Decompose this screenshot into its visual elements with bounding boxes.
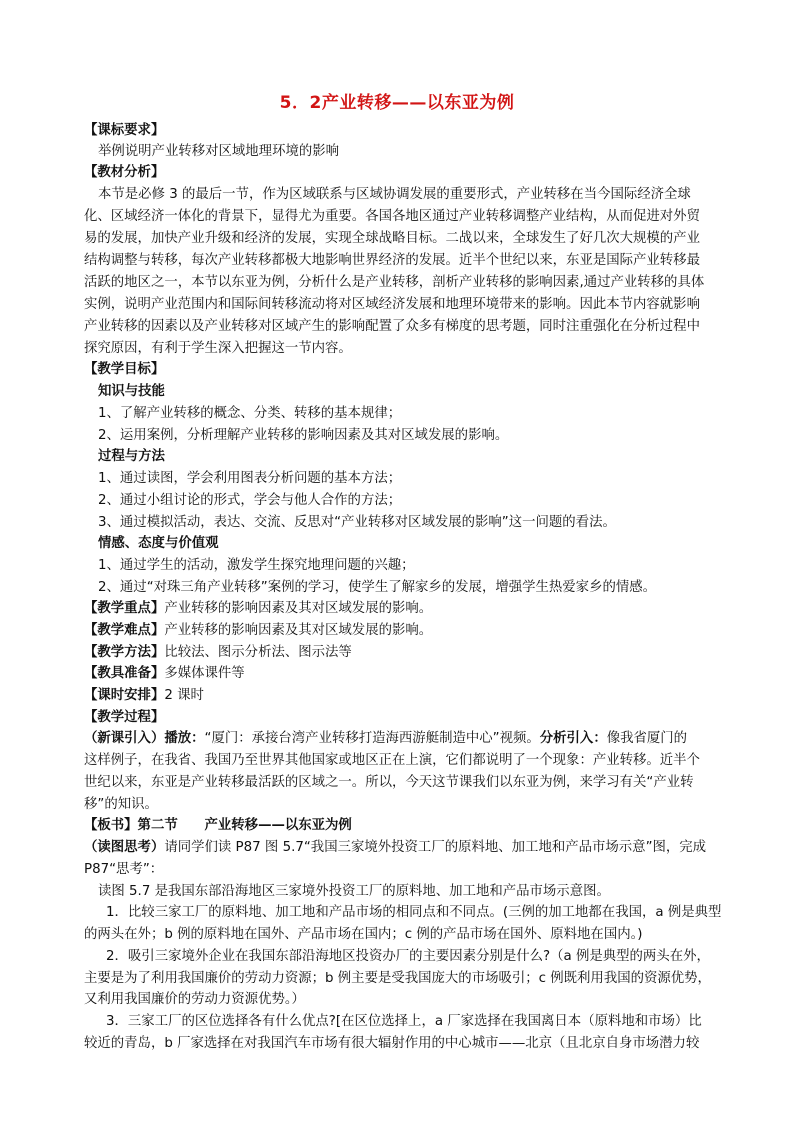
section-heading: 【课时安排】	[84, 688, 165, 703]
text-line: 世纪以来，东亚是产业转移最活跃的区域之一。所以，今天这节课我们以东亚为例，来学习有关“产业转	[84, 775, 694, 790]
text-line: P87“思考”：	[84, 862, 164, 877]
text-line: 【教学方法】比较法、图示分析法、图示法等	[84, 645, 352, 660]
text-line: 1、了解产业转移的概念、分类、转移的基本规律；	[98, 406, 402, 421]
section-heading: 【课标要求】	[84, 123, 165, 138]
text-line: 1．比较三家工厂的原料地、加工地和产品市场的相同点和不同点。(三例的加工地都在我国，a 例是典型	[106, 905, 722, 920]
text-line: 结构调整与转移，每次产业转移都极大地影响世界经济的发展。近半个世纪以来，东亚是国际产业转移最	[84, 253, 700, 268]
section-heading: 【教具准备】	[84, 666, 165, 681]
text-line: 【教学重点】产业转移的影响因素及其对区域发展的影响。	[84, 601, 433, 616]
text-line: 2．吸引三家境外企业在我国东部沿海地区投资办厂的主要因素分别是什么?（a 例是典型的两头在外，	[106, 949, 710, 964]
text-line: 2、通过小组讨论的形式，学会与他人合作的方法；	[98, 493, 402, 508]
section-heading: 【教学过程】	[84, 710, 165, 725]
text-line: 产业转移的因素以及产业转移对区域产生的影响配置了众多有梯度的思考题，同时注重强化在分析过程中	[84, 319, 700, 334]
text-line: 化、区域经济一体化的背景下，显得尤为重要。各国各地区通过产业转移调整产业结构，从而促进对外贸	[84, 209, 700, 224]
text-line: 移”的知识。	[84, 797, 158, 812]
text-line: 活跃的地区之一，本节以东亚为例，分析什么是产业转移，剖析产业转移的影响因素,通过产业转移的具体	[84, 275, 705, 290]
subsection-heading: 知识与技能	[98, 384, 165, 399]
text-line: 实例，说明产业范围内和国际间转移流动将对区域经济发展和地理环境带来的影响。因此本节内容就影响	[84, 297, 700, 312]
subsection-heading: 情感、态度与价值观	[98, 536, 219, 551]
text-line: 较近的青岛，b 厂家选择在对我国汽车市场有很大辐射作用的中心城市——北京（且北京自身市场潜力较	[84, 1036, 700, 1051]
section-heading: 【教学方法】	[84, 645, 165, 660]
text-line: （新课引入）播放：“厦门：承接台湾产业转移打造海西游艇制造中心”视频。分析引入：像我省厦门的	[84, 731, 688, 746]
text-line: 读图 5.7 是我国东部沿海地区三家境外投资工厂的原料地、加工地和产品市场示意图。	[98, 884, 610, 899]
text-line: 3、通过模拟活动，表达、交流、反思对“产业转移对区域发展的影响”这一问题的看法。	[98, 515, 616, 530]
text-line: 2、运用案例，分析理解产业转移的影响因素及其对区域发展的影响。	[98, 428, 509, 443]
text-line: 1、通过学生的活动，激发学生探究地理问题的兴趣；	[98, 558, 415, 573]
section-heading: 【教材分析】	[84, 165, 165, 180]
text-line: 易的发展，加快产业升级和经济的发展，实现全球战略目标。二战以来，全球发生了好几次大规模的产业	[84, 231, 700, 246]
section-heading: 【教学重点】	[84, 601, 165, 616]
text-line: 3．三家工厂的区位选择各有什么优点?[在区位选择上，a 厂家选择在我国离日本（原料地和市场）比	[106, 1014, 702, 1029]
text-line: 【课时安排】2 课时	[84, 688, 204, 703]
document-title: 5．2产业转移——以东亚为例	[279, 93, 515, 113]
text-line: 的两头在外；b 例的原料地在国外、产品市场在国内；c 例的产品市场在国外、原料地在国内。)	[84, 927, 643, 942]
text-line: 举例说明产业转移对区域地理环境的影响	[98, 144, 340, 159]
text-line: 2、通过“对珠三角产业转移”案例的学习，使学生了解家乡的发展，增强学生热爱家乡的情感。	[98, 580, 657, 595]
text-line: （读图思考）请同学们读 P87 图 5.7“我国三家境外投资工厂的原料地、加工地和产品市场示意”图，完成	[84, 840, 707, 855]
text-line: 【教具准备】多媒体课件等	[84, 666, 245, 681]
text-line: 探究原因，有利于学生深入把握这一节内容。	[84, 341, 352, 356]
text-line: 【教学难点】产业转移的影响因素及其对区域发展的影响。	[84, 623, 433, 638]
section-heading: 【教学难点】	[84, 623, 165, 638]
text-line: 这样例子，在我省、我国乃至世界其他国家或地区正在上演，它们都说明了一个现象：产业转移。近半个	[84, 753, 700, 768]
subsection-heading: 过程与方法	[98, 449, 165, 464]
text-line: 1、通过读图，学会利用图表分析问题的基本方法；	[98, 471, 402, 486]
text-line: 又利用我国廉价的劳动力资源优势。）	[84, 992, 305, 1007]
board-heading: 【板书】第二节 产业转移——以东亚为例	[84, 818, 352, 833]
text-line: 主要是为了利用我国廉价的劳动力资源；b 例主要是受我国庞大的市场吸引；c 例既利用我国的资源优势，	[84, 971, 711, 986]
section-heading: 【教学目标】	[84, 362, 165, 377]
text-line: 本节是必修 3 的最后一节，作为区域联系与区域协调发展的重要形式，产业转移在当今国际经济全球	[98, 187, 691, 202]
